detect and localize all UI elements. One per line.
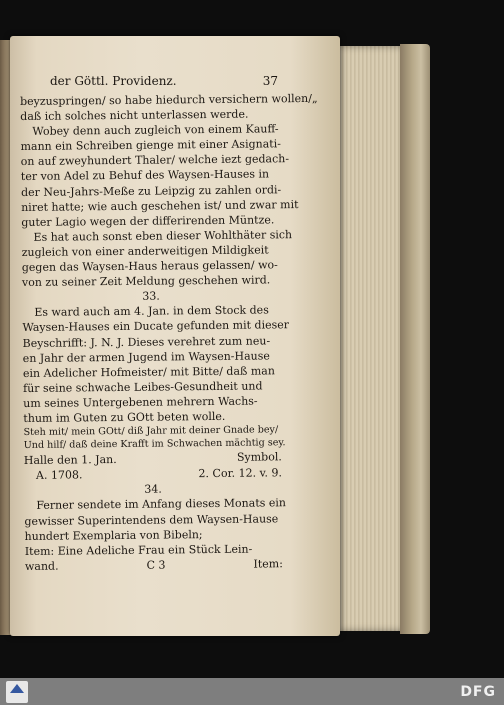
library-logo-icon [6,681,28,703]
text-line: der Neu-Jahrs-Meße zu Leipzig zu zahlen ordi- [20,182,282,199]
text-line: gewisser Superintendens dem Waysen-Hause [24,511,279,528]
text-line: hundert Exemplaria von Bibeln; [24,527,203,543]
text-line: gegen das Waysen-Haus heraus gelassen/ wo- [21,258,278,275]
bible-reference: 2. Cor. 12. v. 9. [198,466,283,481]
place-date: Halle den 1. Jan. [23,453,117,468]
text-line: Ferner sendete im Anfang dieses Monats ein [36,496,287,513]
text-line: daß ich solches nicht unterlassen werde. [20,107,249,124]
text-line: en Jahr der armen Jugend im Waysen-Hause [22,348,270,365]
section-number: 33. [142,289,160,303]
year: A. 1708. [35,468,83,483]
text-line: wand. [24,559,59,573]
page-text [20,91,318,574]
text-line: on auf zweyhundert Thaler/ welche iezt gedach- [20,152,290,169]
dfg-logo: DFG [460,684,496,700]
catchword: Item: [253,557,283,571]
text-line: beyzuspringen/ so habe hiedurch versichern wollen/„ [20,91,318,108]
page-edges-block [340,46,404,631]
text-line: Es ward auch am 4. Jan. in dem Stock des [34,303,269,320]
text-line: mann ein Schreiben gienge mit einer Asignati- [20,137,281,154]
text-line: ter von Adel zu Behuf des Waysen-Hauses in [20,167,270,184]
running-title: der Göttl. Providenz. [50,74,177,88]
quote-line: Und hilf/ daß deine Krafft im Schwachen mächtig sey. [23,437,286,452]
signature-mark: C 3 [146,558,166,572]
last-line-row [25,556,283,574]
text-line: ein Adelicher Hofmeister/ mit Bitte/ daß man [22,364,275,380]
page-number: 37 [262,74,278,88]
text-line: Beyschrifft: J. N. J. Dieses verehret zum neu- [22,333,271,350]
section-number: 34. [144,482,162,497]
viewer-footer-bar [0,678,504,705]
text-line: für seine schwache Leibes-Gesundheit und [23,379,263,395]
quote-line: Steh mit/ mein GOtt/ diß Jahr mit deiner Gnade bey/ [23,424,279,439]
book-cover-edge [400,44,430,634]
year-ref-row [24,466,282,484]
text-line: thum im Guten zu GOtt beten wolle. [23,409,226,425]
text-line: niret hatte; wie auch geschehen ist/ und zwar mit [21,197,299,214]
text-line: um seines Untergebenen mehrern Wachs- [23,394,258,410]
text-line: Item: Eine Adeliche Frau ein Stück Lein- [24,542,253,558]
text-line: guter Lagio wegen der differirenden Müntze. [21,213,275,229]
text-line: von zu seiner Zeit Meldung geschehen wird. [21,273,271,290]
text-line: Es hat auch sonst eben dieser Wohlthäter sich [33,228,293,244]
text-line: Wobey denn auch zugleich von einem Kauff- [32,122,279,139]
text-line: Waysen-Hauses ein Ducate gefunden mit dieser [22,318,290,335]
text-line: zugleich von einer anderweitigen Mildigkeit [21,243,269,259]
symbol-label: Symbol. [236,450,282,464]
